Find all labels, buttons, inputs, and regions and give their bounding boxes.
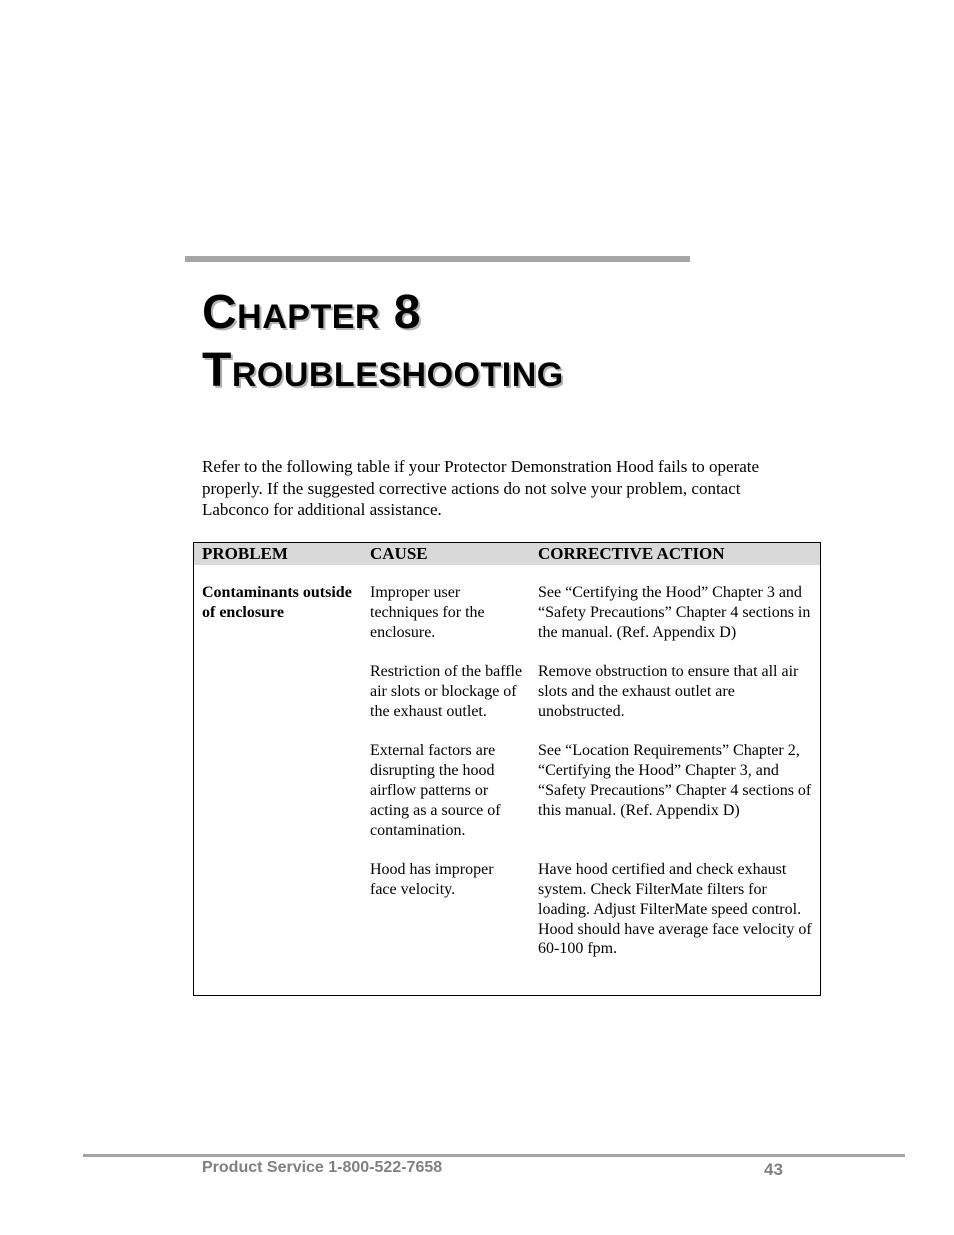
cause-cell: Restriction of the baffle air slots or blockage of the exhaust outlet. — [370, 663, 523, 720]
cause-action-rows — [362, 583, 820, 959]
table-row — [362, 741, 820, 840]
table-row — [362, 662, 820, 721]
chapter-title: Troubleshooting — [202, 344, 564, 397]
cause-cell: Improper user techniques for the enclosure. — [370, 584, 485, 641]
table-row — [362, 583, 820, 642]
footer-service-phone: Product Service 1-800-522-7658 — [202, 1159, 443, 1176]
header-problem: PROBLEM — [202, 544, 288, 563]
page-number: 43 — [764, 1160, 783, 1179]
action-cell: See “Location Requirements” Chapter 2, “Certifying the Hood” Chapter 3, and “Safety Precautions” Chapter 4 sections of this manual. (Ref. Appendix D) — [538, 742, 812, 819]
troubleshooting-table — [193, 542, 821, 996]
header-cause: CAUSE — [370, 544, 428, 563]
table-row — [362, 860, 820, 959]
table-header-row — [194, 543, 820, 565]
chapter-heading — [202, 286, 564, 397]
chapter-top-rule — [185, 256, 690, 262]
action-cell: Have hood certified and check exhaust system. Check FilterMate filters for loading. Adjust FilterMate speed control. Hood should have average face velocity of 60-100 fpm. — [538, 861, 812, 958]
cause-cell: External factors are disrupting the hood airflow patterns or acting as a source of contamination. — [370, 742, 501, 839]
chapter-number: Chapter 8 — [202, 286, 421, 339]
intro-paragraph: Refer to the following table if your Protector Demonstration Hood fails to operate properly. If the suggested corrective actions do not solve your problem, contact Labconco for additional assistance. — [202, 457, 760, 519]
footer-rule — [83, 1154, 905, 1157]
action-cell: See “Certifying the Hood” Chapter 3 and “Safety Precautions” Chapter 4 sections in the manual. (Ref. Appendix D) — [538, 584, 811, 641]
table-body — [194, 565, 820, 959]
problem-cell: Contaminants outside of enclosure — [202, 584, 352, 621]
cause-cell: Hood has improper face velocity. — [370, 861, 494, 898]
action-cell: Remove obstruction to ensure that all air slots and the exhaust outlet are unobstructed. — [538, 663, 799, 720]
header-corrective-action: CORRECTIVE ACTION — [538, 544, 725, 563]
